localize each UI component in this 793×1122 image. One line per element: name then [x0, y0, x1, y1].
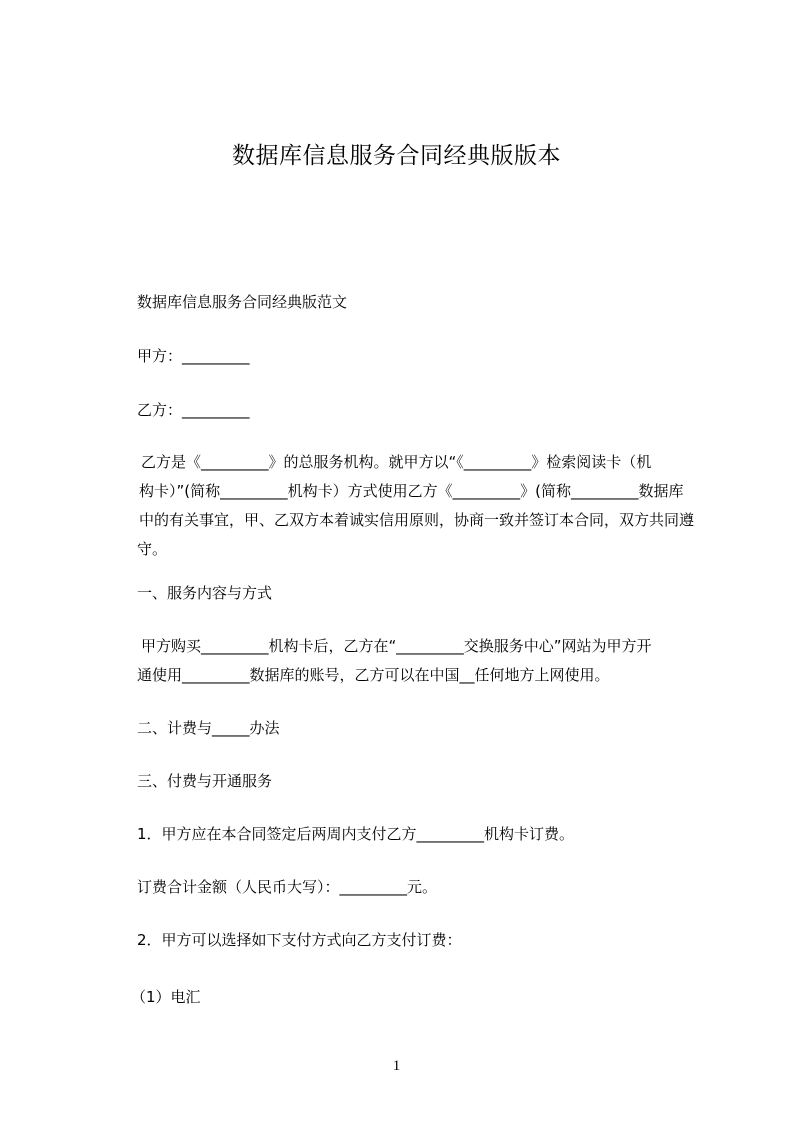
- document-subtitle: 数据库信息服务合同经典版范文: [137, 293, 348, 311]
- section-3-item-1: 1．甲方应在本合同签定后两周内支付乙方_________机构卡订费。: [137, 825, 575, 843]
- party-b-line: 乙方：_________: [137, 401, 250, 419]
- section-3-heading: 三、付费与开通服务: [137, 772, 273, 790]
- intro-line-4: 守。: [137, 540, 168, 558]
- section-1-line-1: 甲方购买_________机构卡后，乙方在“_________交换服务中心”网站为甲方开: [141, 637, 652, 655]
- page-number: 1: [392, 1058, 401, 1074]
- section-3-amount: 订费合计金额（人民币大写）：_________元。: [137, 878, 438, 896]
- intro-line-1: 乙方是《_________》的总服务机构。就甲方以“《_________》检索阅读卡（机: [141, 453, 652, 471]
- section-3-item-2: 2．甲方可以选择如下支付方式向乙方支付订费：: [137, 931, 462, 949]
- intro-line-3: 中的有关事宜，甲、乙双方本着诚实信用原则，协商一致并签订本合同，双方共同遵: [139, 511, 695, 529]
- section-1-paragraph: [137, 632, 712, 690]
- payment-method-1: （1）电汇: [131, 988, 201, 1006]
- party-a-line: 甲方：_________: [137, 347, 250, 365]
- section-1-heading: 一、服务内容与方式: [137, 584, 273, 602]
- intro-paragraph: [137, 448, 712, 564]
- page-title: 数据库信息服务合同经典版版本: [232, 143, 561, 169]
- section-1-line-2: 通使用_________数据库的账号，乙方可以在中国__任何地方上网使用。: [137, 666, 610, 684]
- intro-line-2: 构卡）”(简称_________机构卡）方式使用乙方《_________》(简称_________数据库: [139, 482, 684, 500]
- section-2-heading: 二、计费与_____办法: [137, 719, 280, 737]
